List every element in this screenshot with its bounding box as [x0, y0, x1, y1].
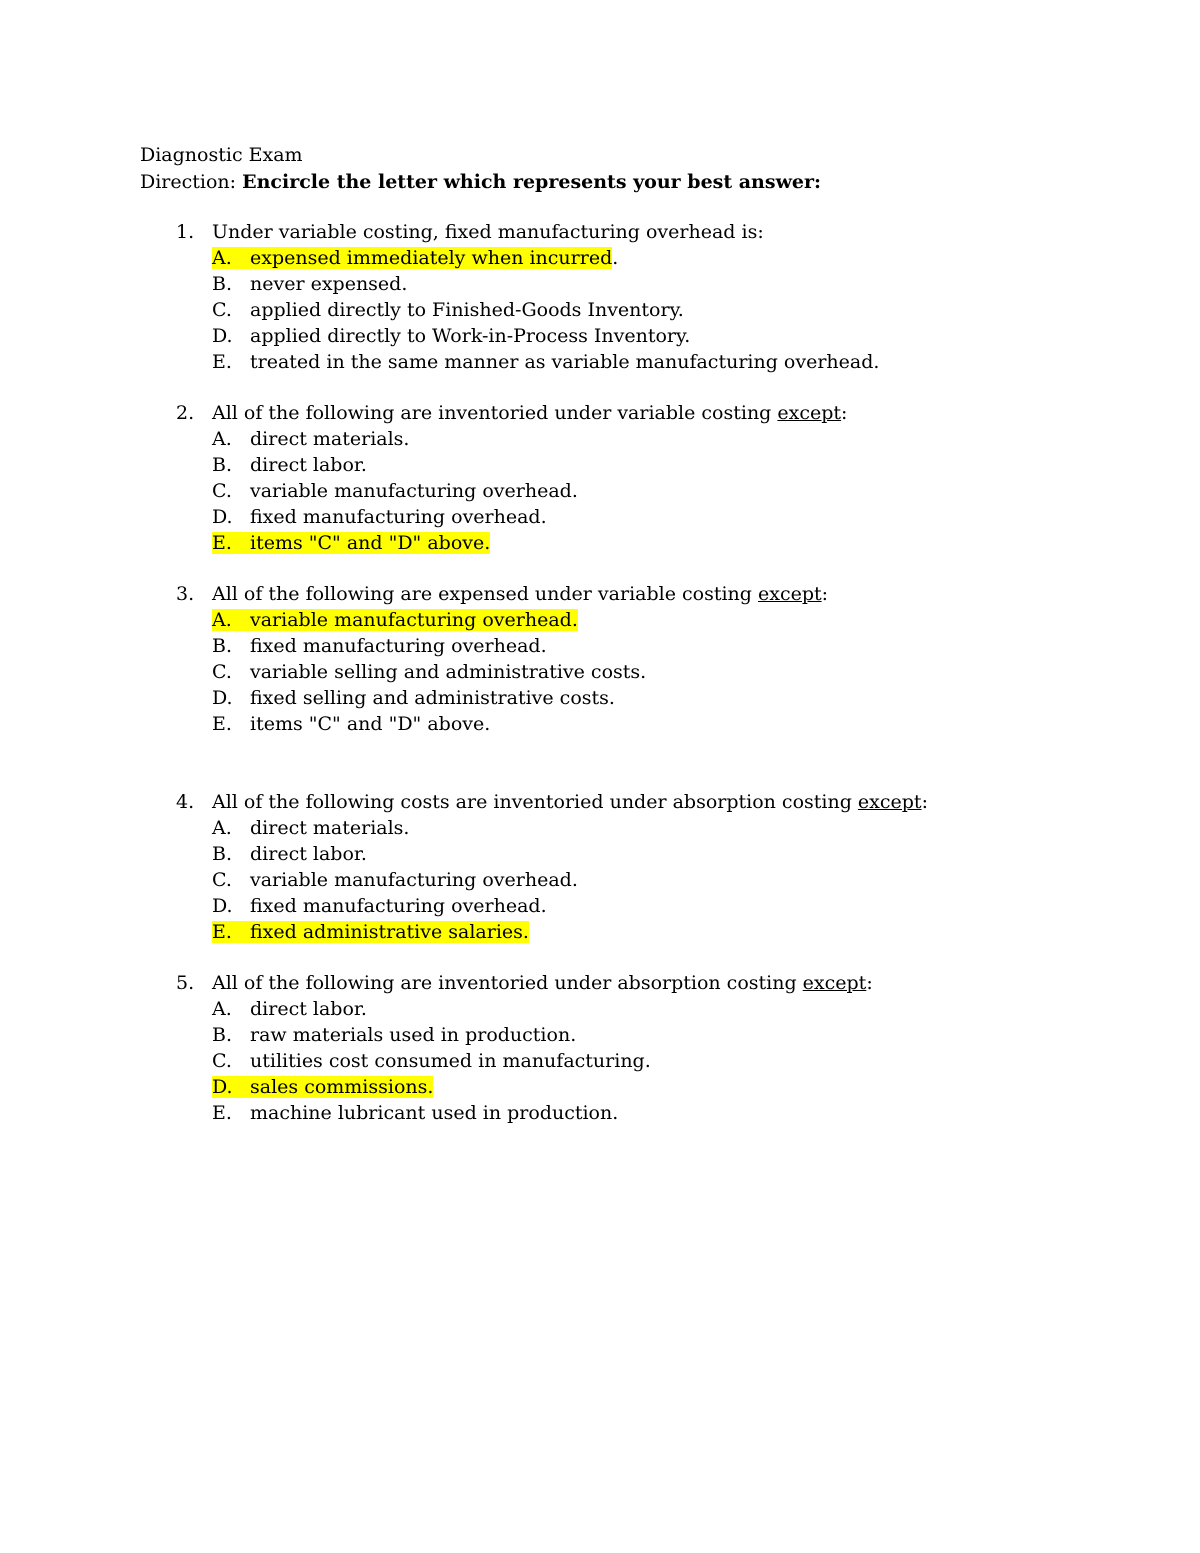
answer-highlight: [212, 247, 612, 269]
option-text: variable selling and administrative costs.: [250, 661, 647, 683]
direction-line: [140, 169, 821, 195]
question-number: 3.: [176, 583, 195, 605]
option-a[interactable]: [212, 426, 409, 452]
option-letter: B.: [212, 454, 233, 476]
option-c[interactable]: [212, 297, 684, 323]
option-a[interactable]: [212, 245, 618, 271]
option-letter: C.: [212, 1050, 232, 1072]
option-letter: D.: [212, 895, 233, 917]
option-d[interactable]: [212, 1074, 433, 1100]
answer-highlight: [212, 609, 578, 631]
option-e[interactable]: [212, 1100, 618, 1126]
question-text-end: :: [841, 402, 848, 424]
option-letter: B.: [212, 273, 233, 295]
except-underlined: except: [802, 972, 867, 994]
except-underlined: except: [777, 402, 842, 424]
answer-highlight: [212, 921, 529, 943]
option-e[interactable]: [212, 349, 879, 375]
option-e[interactable]: [212, 530, 490, 556]
option-text: variable manufacturing overhead.: [250, 869, 578, 891]
direction-label: Direction:: [140, 171, 237, 193]
option-letter: C.: [212, 661, 232, 683]
option-text: fixed manufacturing overhead.: [250, 895, 547, 917]
option-d[interactable]: [212, 893, 547, 919]
option-text: fixed manufacturing overhead.: [250, 635, 547, 657]
option-text: items "C" and "D" above.: [250, 532, 491, 554]
question-number: 2.: [176, 402, 195, 424]
except-underlined: except: [857, 791, 922, 813]
direction-text: Encircle the letter which represents your best answer:: [242, 171, 822, 193]
option-letter: D.: [212, 1076, 233, 1098]
option-letter: A.: [212, 609, 232, 631]
question-text: [212, 970, 873, 996]
option-d[interactable]: [212, 504, 547, 530]
question-text-main: Under variable costing, fixed manufacturing overhead is:: [212, 221, 764, 243]
option-text: fixed selling and administrative costs.: [250, 687, 615, 709]
question-text-main: All of the following are expensed under variable costing: [212, 583, 758, 605]
option-letter: D.: [212, 325, 233, 347]
option-a[interactable]: [212, 815, 409, 841]
option-text: direct labor.: [250, 998, 367, 1020]
option-text: machine lubricant used in production.: [250, 1102, 619, 1124]
question-text: [212, 789, 928, 815]
option-text: direct labor.: [250, 454, 367, 476]
question-text-main: All of the following are inventoried under absorption costing: [212, 972, 803, 994]
question-number: 1.: [176, 221, 195, 243]
option-letter: B.: [212, 843, 233, 865]
option-d[interactable]: [212, 685, 615, 711]
option-letter: A.: [212, 428, 232, 450]
option-text: direct materials.: [250, 817, 410, 839]
option-text: applied directly to Finished-Goods Inventory.: [250, 299, 684, 321]
page-title: Diagnostic Exam: [140, 144, 303, 166]
option-d[interactable]: [212, 323, 690, 349]
option-e[interactable]: [212, 711, 490, 737]
option-text: applied directly to Work-in-Process Inventory.: [250, 325, 691, 347]
question-text: [212, 219, 764, 245]
option-text: sales commissions.: [250, 1076, 434, 1098]
option-text: fixed administrative salaries.: [250, 921, 529, 943]
option-b[interactable]: [212, 633, 547, 659]
option-a[interactable]: [212, 996, 367, 1022]
option-letter: E.: [212, 713, 232, 735]
option-letter: E.: [212, 1102, 232, 1124]
option-letter: E.: [212, 351, 232, 373]
option-e[interactable]: [212, 919, 529, 945]
option-letter: A.: [212, 998, 232, 1020]
option-text: fixed manufacturing overhead.: [250, 506, 547, 528]
option-letter: D.: [212, 506, 233, 528]
option-letter: B.: [212, 635, 233, 657]
option-c[interactable]: [212, 1048, 651, 1074]
question-text-end: :: [866, 972, 873, 994]
option-text: variable manufacturing overhead.: [250, 609, 578, 631]
option-suffix: .: [612, 247, 619, 269]
option-text: items "C" and "D" above.: [250, 713, 491, 735]
option-c[interactable]: [212, 478, 578, 504]
option-letter: C.: [212, 869, 232, 891]
option-letter: E.: [212, 921, 232, 943]
question-text: [212, 400, 847, 426]
option-letter: A.: [212, 247, 232, 269]
answer-highlight: [212, 532, 490, 554]
option-letter: B.: [212, 1024, 233, 1046]
option-text: direct materials.: [250, 428, 410, 450]
question-text-end: :: [921, 791, 928, 813]
option-c[interactable]: [212, 659, 646, 685]
option-text: utilities cost consumed in manufacturing.: [250, 1050, 651, 1072]
option-letter: A.: [212, 817, 232, 839]
question-number: 5.: [176, 972, 195, 994]
option-letter: E.: [212, 532, 232, 554]
option-a[interactable]: [212, 607, 578, 633]
option-letter: C.: [212, 299, 232, 321]
option-b[interactable]: [212, 271, 407, 297]
answer-highlight: [212, 1076, 433, 1098]
option-text: treated in the same manner as variable manufacturing overhead.: [250, 351, 880, 373]
option-text: expensed immediately when incurred: [250, 247, 613, 269]
question-text-end: :: [821, 583, 829, 605]
option-letter: D.: [212, 687, 233, 709]
option-c[interactable]: [212, 867, 578, 893]
except-underlined: except: [757, 583, 822, 605]
option-b[interactable]: [212, 452, 367, 478]
option-b[interactable]: [212, 1022, 576, 1048]
option-letter: C.: [212, 480, 232, 502]
question-text-main: All of the following costs are inventoried under absorption costing: [212, 791, 858, 813]
option-text: variable manufacturing overhead.: [250, 480, 578, 502]
question-number: 4.: [176, 791, 195, 813]
option-b[interactable]: [212, 841, 367, 867]
option-text: direct labor.: [250, 843, 367, 865]
question-text-main: All of the following are inventoried under variable costing: [212, 402, 778, 424]
option-text: never expensed.: [250, 273, 408, 295]
option-text: raw materials used in production.: [250, 1024, 577, 1046]
question-text: [212, 581, 828, 607]
